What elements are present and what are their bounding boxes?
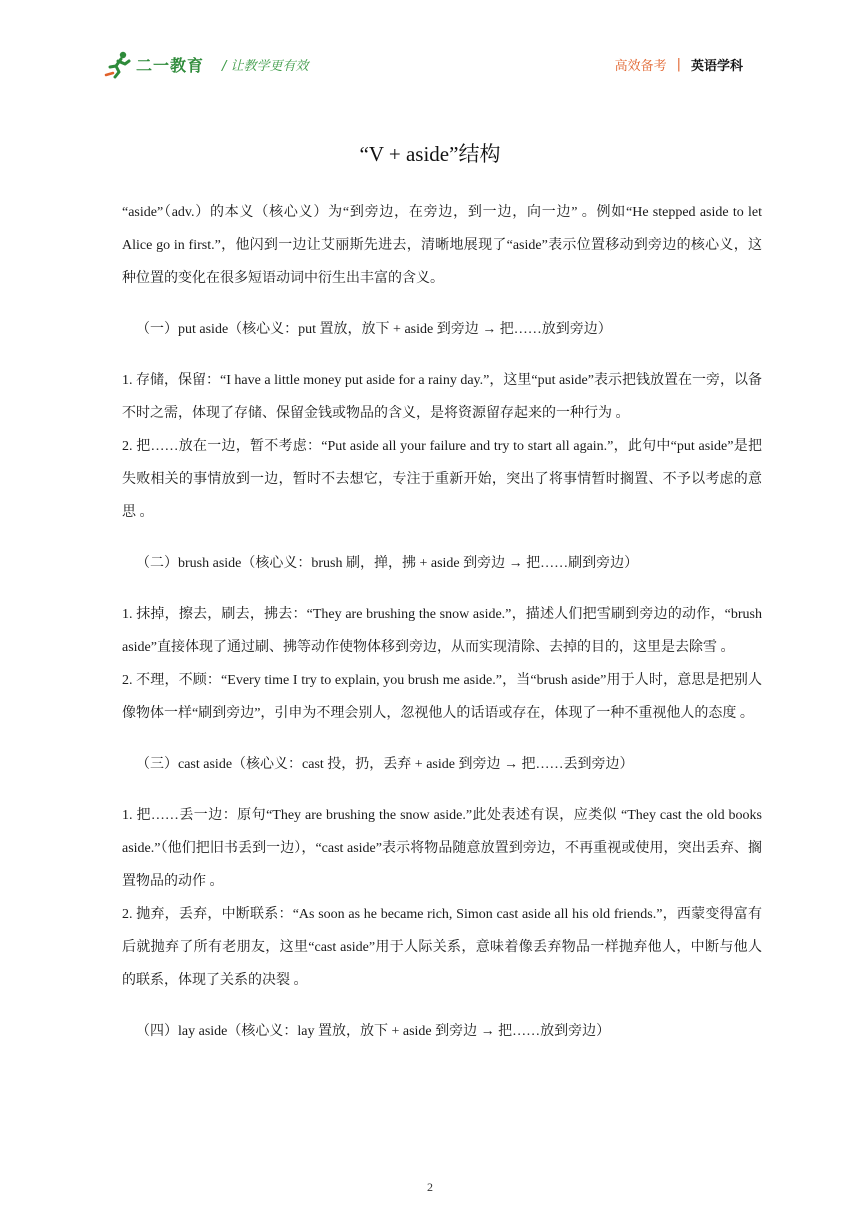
page-header [0, 0, 860, 90]
intro-paragraph: “aside”（adv.）的本义（核心义）为“到旁边，在旁边，到一边，向一边” 。例如“He stepped aside to let Alice go in first.”，他闪到一边让艾丽斯先进去，清晰地展现了“aside”表示位置移动到旁边的核心义，这种位置的变化在很多短语动词中衍生出丰富的含义。 [122, 205, 762, 286]
slogan: / 让教学更有效 [222, 59, 309, 74]
list-item: 2. 把……放在一边，暂不考虑：“Put aside all your failure and try to start all again.”，此句中“put aside”是把失败相关的事情放到一边，暂时不去想它，专注于重新开始，突出了将事情暂时搁置、不予以考虑的意思 。 [122, 439, 762, 520]
header-tag-subject: 英语学科 [690, 59, 743, 74]
header-tag-exam: 高效备考 [614, 59, 667, 74]
section-heading-lay-aside: （四）lay aside（核心义：lay 置放，放下 + aside 到旁边 → 把……放到旁边） [136, 1024, 611, 1039]
logo [104, 48, 204, 80]
section-heading-brush-aside: （二）brush aside（核心义：brush 刷，掸，拂 + aside 到旁边 → 把……刷到旁边） [136, 556, 639, 571]
list-item: 1. 把……丢一边：原句“They are brushing the snow aside.”此处表述有误，应类似 “They cast the old books aside.”（他们把旧书丢到一边），“cast aside”表示将物品随意放置到旁边，不再重视或使用，突出丢弃、搁置物品的动作 。 [122, 808, 762, 889]
header-separator: | [676, 57, 681, 72]
runner-logo-icon [104, 49, 134, 79]
page-title: “V + aside”结构 [359, 142, 501, 166]
list-item: 2. 不理，不顾：“Every time I try to explain, you brush me aside.”，当“brush aside”用于人时，意思是把别人像物体一样“刷到旁边”，引申为不理会别人，忽视他人的话语或存在，体现了一种不重视他人的态度 。 [122, 673, 762, 721]
list-item: 1. 存储，保留：“I have a little money put aside for a rainy day.”，这里“put aside”表示把钱放置在一旁，以备不时之需，体现了存储、保留金钱或物品的含义，是将资源留存起来的一种行为 。 [122, 373, 762, 421]
section-heading-put-aside: （一）put aside（核心义：put 置放，放下 + aside 到旁边 → 把……放到旁边） [136, 322, 612, 337]
list-item: 2. 抛弃，丢弃，中断联系：“As soon as he became rich, Simon cast aside all his old friends.”，西蒙变得富有后就抛弃了所有老朋友，这里“cast aside”用于人际关系，意味着像丢弃物品一样抛弃他人，中断与他人的联系，体现了关系的决裂 。 [122, 907, 762, 988]
list-item: 1. 抹掉，擦去，刷去，拂去：“They are brushing the snow aside.”，描述人们把雪刷到旁边的动作，“brush aside”直接体现了通过刷、拂等动作使物体移到旁边，从而实现清除、去掉的目的，这里是去除雪 。 [122, 607, 762, 655]
header-tags [615, 55, 743, 74]
logo-text: 二一教育 [136, 55, 205, 75]
document-body [122, 196, 762, 1066]
page-number: 2 [427, 1180, 433, 1194]
section-heading-cast-aside: （三）cast aside（核心义：cast 投，扔，丢弃 + aside 到旁边 → 把……丢到旁边） [136, 757, 634, 772]
